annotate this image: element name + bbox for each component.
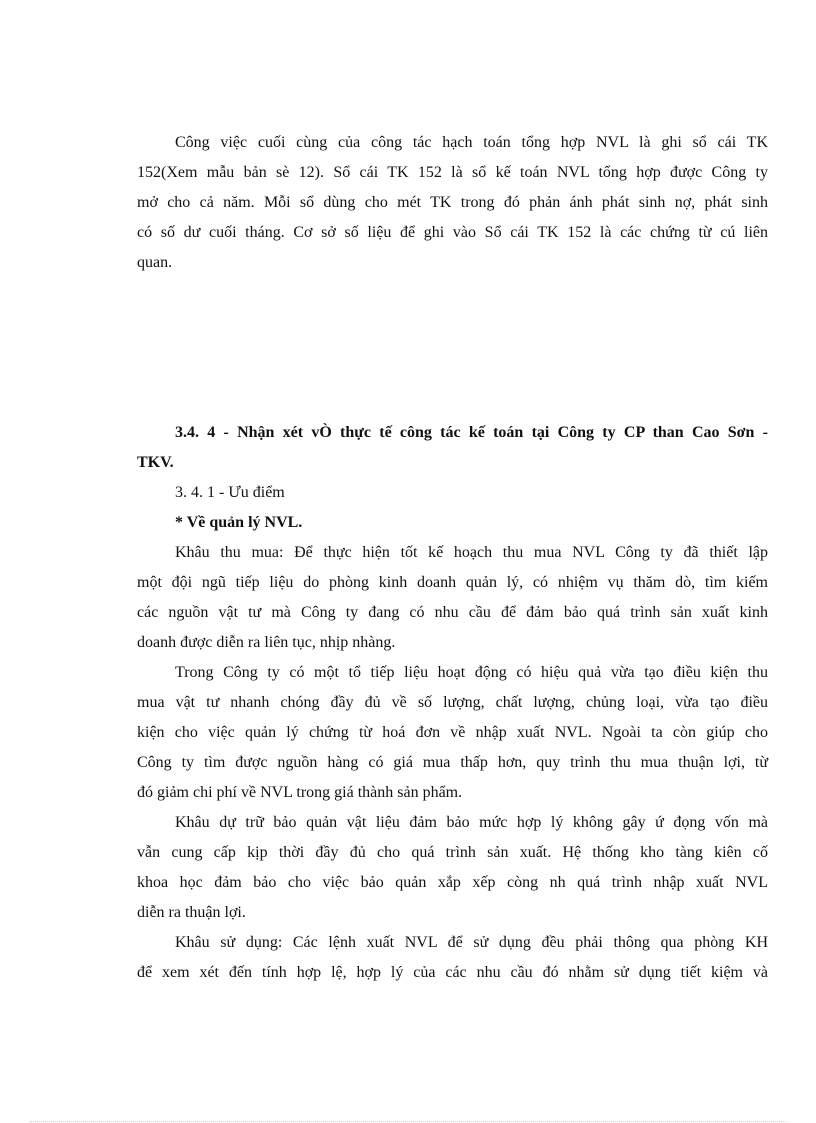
text-line: Công ty tìm được nguồn hàng có giá mua thấp hơn, quy trình thu mua thuận lợi, từ bbox=[137, 754, 768, 771]
paragraph-storage bbox=[137, 808, 768, 928]
text-line: có số dư cuối tháng. Cơ sở số liệu để ghi vào Sổ cái TK 152 là các chứng từ cú liên bbox=[137, 224, 768, 241]
text-line: Công việc cuối cùng của công tác hạch toán tổng hợp NVL là ghi sổ cái TK bbox=[175, 134, 768, 151]
paragraph-procurement-team bbox=[137, 658, 768, 808]
paragraph-ledger bbox=[137, 128, 768, 278]
paragraph-usage bbox=[137, 928, 768, 988]
text-line: để xem xét đến tính hợp lệ, hợp lý của các nhu cầu đó nhằm sử dụng tiết kiệm và bbox=[137, 964, 768, 981]
heading-line: 3.4. 4 - Nhận xét vÒ thực tế công tác kế toán tại Công ty CP than Cao Sơn - bbox=[175, 424, 768, 441]
text-line: Trong Công ty có một tổ tiếp liệu hoạt động có hiệu quả vừa tạo điều kiện thu bbox=[175, 664, 768, 681]
text-line: Khâu dự trữ bảo quản vật liệu đảm bảo mức hợp lý không gây ứ đọng vốn mà bbox=[175, 814, 768, 831]
paragraph-purchasing bbox=[137, 538, 768, 658]
text-line: các nguồn vật tư mà Công ty đang có nhu cầu để đảm bảo quá trình sản xuất kinh bbox=[137, 604, 768, 621]
section-heading bbox=[137, 418, 768, 478]
text-line: quan. bbox=[137, 254, 173, 271]
text-line: Khâu thu mua: Để thực hiện tốt kế hoạch thu mua NVL Công ty đã thiết lập bbox=[175, 544, 768, 561]
text-line: doanh được diễn ra liên tục, nhịp nhàng. bbox=[137, 634, 396, 651]
text-line: vẫn cung cấp kịp thời đầy đủ cho quá trình sản xuất. Hệ thống kho tàng kiên cố bbox=[137, 844, 768, 861]
page-bottom-divider bbox=[30, 1121, 786, 1122]
subsection-subtitle: * Về quản lý NVL. bbox=[175, 514, 303, 531]
subsection-title: 3. 4. 1 - Ưu điểm bbox=[175, 484, 285, 501]
text-line: diễn ra thuận lợi. bbox=[137, 904, 246, 921]
text-line: kiện cho việc quản lý chứng từ hoá đơn về nhập xuất NVL. Ngoài ta còn giúp cho bbox=[137, 724, 768, 741]
heading-line: TKV. bbox=[137, 454, 174, 471]
text-line: Khâu sử dụng: Các lệnh xuất NVL để sử dụng đều phải thông qua phòng KH bbox=[175, 934, 768, 951]
text-line: mở cho cả năm. Mỗi sổ dùng cho mét TK trong đó phản ánh phát sinh nợ, phát sinh bbox=[137, 194, 768, 211]
text-line: khoa học đảm bảo cho việc bảo quản xắp xếp còng nh quá trình nhập xuất NVL bbox=[137, 874, 768, 891]
text-line: mua vật tư nhanh chóng đầy đủ về số lượng, chất lượng, chủng loại, vừa tạo điều bbox=[137, 694, 768, 711]
text-line: đó giảm chi phí về NVL trong giá thành sản phẩm. bbox=[137, 784, 463, 801]
text-line: 152(Xem mẫu bản sè 12). Sổ cái TK 152 là sổ kế toán NVL tổng hợp được Công ty bbox=[137, 164, 768, 181]
text-line: một đội ngũ tiếp liệu do phòng kinh doanh quản lý, có nhiệm vụ thăm dò, tìm kiếm bbox=[137, 574, 768, 591]
